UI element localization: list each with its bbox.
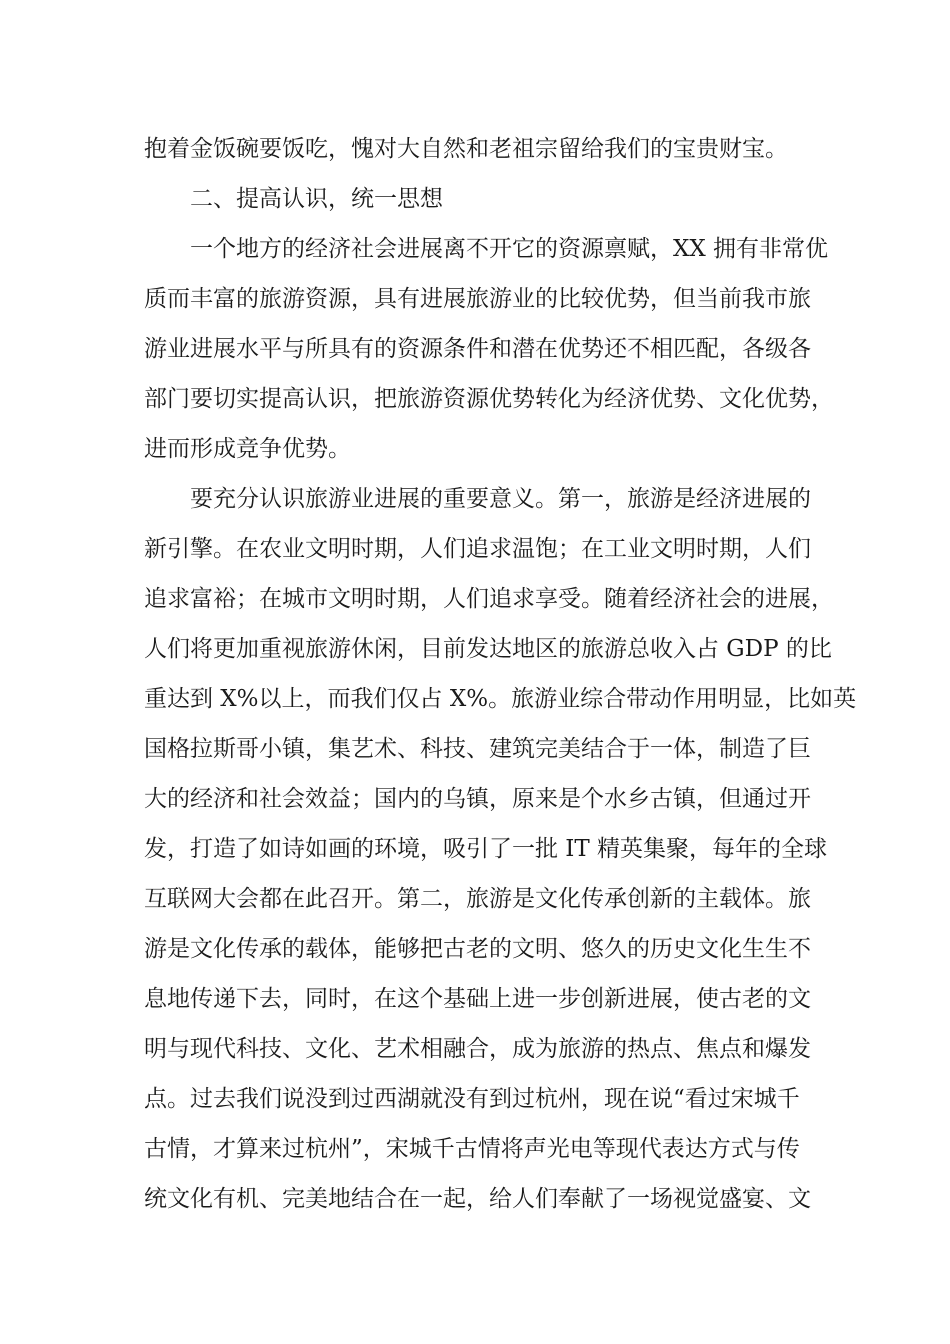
text-line-5: 游业进展水平与所具有的资源条件和潜在优势还不相匹配，各级各: [144, 336, 811, 362]
text-line-8: 要充分认识旅游业进展的重要意义。第一，旅游是经济进展的: [190, 486, 811, 512]
text-line-14: 大的经济和社会效益；国内的乌镇，原来是个水乡古镇，但通过开: [144, 786, 811, 812]
text-line-4: 质而丰富的旅游资源，具有进展旅游业的比较优势，但当前我市旅: [144, 286, 811, 312]
text-line-21: 古情，才算来过杭州”，宋城千古情将声光电等现代表达方式与传: [144, 1136, 800, 1162]
text-line-20: 点。过去我们说没到过西湖就没有到过杭州，现在说“看过宋城千: [144, 1086, 800, 1112]
text-line-10: 追求富裕；在城市文明时期，人们追求享受。随着经济社会的进展，: [144, 586, 834, 612]
text-line-1: 抱着金饭碗要饭吃，愧对大自然和老祖宗留给我们的宝贵财宝。: [144, 136, 788, 162]
text-line-15: 发，打造了如诗如画的环境，吸引了一批 IT 精英集聚，每年的全球: [144, 836, 828, 862]
text-line-17: 游是文化传承的载体，能够把古老的文明、悠久的历史文化生生不: [144, 936, 811, 962]
text-line-6: 部门要切实提高认识，把旅游资源优势转化为经济优势、文化优势，: [144, 386, 834, 412]
section-heading: 二、提高认识，统一思想: [190, 186, 443, 212]
text-line-7: 进而形成竞争优势。: [144, 436, 351, 462]
text-line-12: 重达到 X%以上，而我们仅占 X%。旅游业综合带动作用明显，比如英: [144, 686, 857, 712]
text-line-9: 新引擎。在农业文明时期，人们追求温饱；在工业文明时期，人们: [144, 536, 811, 562]
text-line-11: 人们将更加重视旅游休闲，目前发达地区的旅游总收入占 GDP 的比: [144, 636, 832, 662]
text-line-22: 统文化有机、完美地结合在一起，给人们奉献了一场视觉盛宴、文: [144, 1186, 811, 1212]
text-line-18: 息地传递下去，同时，在这个基础上进一步创新进展，使古老的文: [144, 986, 811, 1012]
text-line-19: 明与现代科技、文化、艺术相融合，成为旅游的热点、焦点和爆发: [144, 1036, 811, 1062]
text-line-16: 互联网大会都在此召开。第二，旅游是文化传承创新的主载体。旅: [144, 886, 811, 912]
text-line-13: 国格拉斯哥小镇，集艺术、科技、建筑完美结合于一体，制造了巨: [144, 736, 811, 762]
text-line-3: 一个地方的经济社会进展离不开它的资源禀赋，XX 拥有非常优: [190, 236, 829, 262]
